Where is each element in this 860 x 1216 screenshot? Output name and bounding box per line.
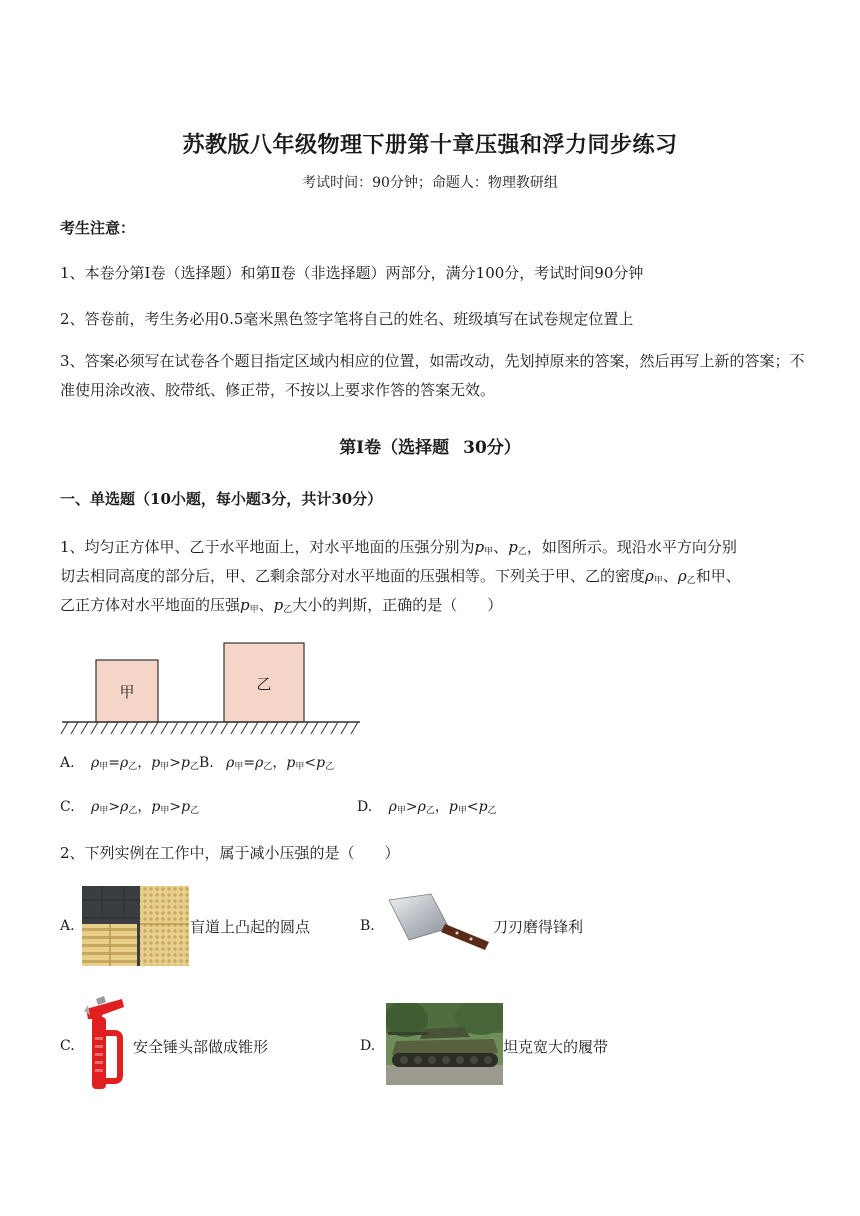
q2-stem: 2、下列实例在工作中，属于减小压强的是（ ） [60, 844, 400, 862]
q1-option-c: C. $\rho_甲>\rho_乙$，$p_甲>p_乙$ [60, 799, 200, 816]
notice-item-3: 3、答案必须写在试卷各个题目指定区域内相应的位置，如需改动，先划掉原来的答案，然后再写上新的答案；不准使用涂改液、胶带纸、修正带，不按以上要求作答的答案无效。 [60, 352, 805, 399]
q1-options-ab: A. $\rho_甲=\rho_乙$，$p_甲>p_乙B$. $\rho_甲=\rho_乙$，$p_甲<p_乙$ [60, 755, 335, 772]
q1-option-b-letter: B. [198, 755, 214, 771]
exam-meta: 考试时间：90分钟；命题人：物理教研组 [302, 175, 558, 191]
notice-item-2: 2、答卷前，考生务必用0.5毫米黑色签字笔将自己的姓名、班级填写在试卷规定位置上 [60, 310, 634, 328]
q2-option-a-letter: A. [60, 918, 75, 934]
q1-figure [58, 638, 368, 740]
q2-option-d-letter: D. [360, 1038, 376, 1054]
q2-option-b-text: 刀刃磨得锋利 [493, 918, 584, 936]
section-title-main: 第I卷（选择题 [339, 438, 450, 458]
q2-option-b-letter: B. [360, 918, 375, 934]
section-title [0, 433, 860, 458]
ground-hatch [61, 722, 358, 734]
q1-option-a-letter: A. [60, 755, 75, 771]
section-title-score: 30分） [463, 438, 521, 458]
q2-option-c-text: 安全锤头部做成锥形 [133, 1038, 269, 1056]
notice-item-1: 1、本卷分第I卷（选择题）和第Ⅱ卷（非选择题）两部分，满分100分，考试时间90分钟 [60, 264, 644, 282]
safety-hammer-image [82, 993, 132, 1093]
cube-jia-label: 甲 [119, 683, 135, 701]
q2-option-a-text: 盲道上凸起的圆点 [190, 918, 311, 936]
tactile-paving-image [82, 886, 189, 966]
page-title: 苏教版八年级物理下册第十章压强和浮力同步练习 [182, 132, 678, 158]
notice-heading: 考生注意： [60, 219, 136, 237]
cleaver-image [385, 892, 491, 954]
q2-option-d-text: 坦克宽大的履带 [503, 1038, 609, 1056]
tank-image [386, 1003, 503, 1085]
q1-stem-line-1: 1、均匀正方体甲、乙于水平地面上，对水平地面的压强分别为$p_甲$、$p_乙$，如图所示。现沿水平方向分别 [60, 538, 737, 557]
part-heading: 一、单选题（10小题，每小题3分，共计30分） [60, 490, 383, 508]
q1-option-d: D. $\rho_甲>\rho_乙$，$p_甲<p_乙$ [357, 799, 497, 816]
q1-stem-line-3: 乙正方体对水平地面的压强$p_甲$、$p_乙$大小的判斯，正确的是（ ） [60, 596, 503, 615]
q1-stem-line-2: 切去相同高度的部分后，甲、乙剩余部分对水平地面的压强相等。下列关于甲、乙的密度$\rho_甲$、$\rho_乙$和甲、 [60, 567, 741, 586]
q2-option-c-letter: C. [60, 1038, 75, 1054]
cube-yi-label: 乙 [256, 675, 272, 693]
